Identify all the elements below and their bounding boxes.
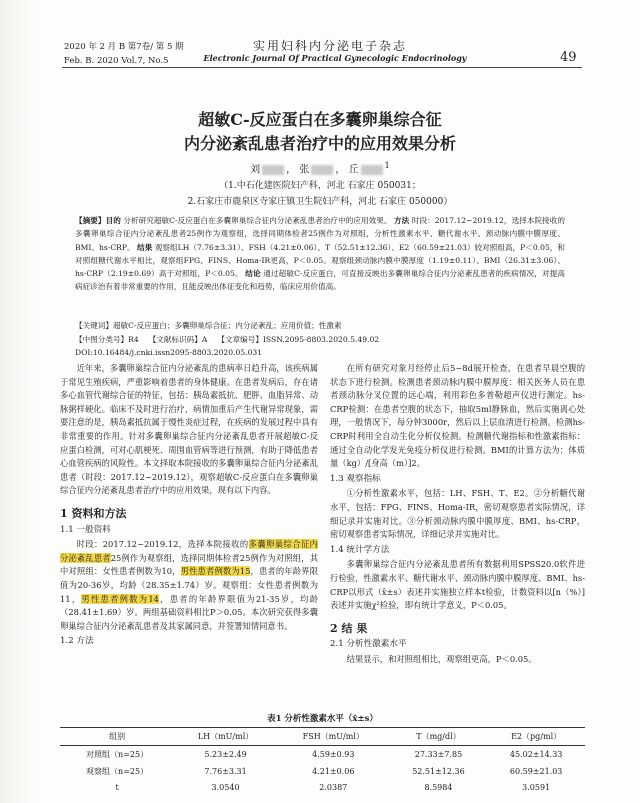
section-1-heading: 1 资料和方法 <box>60 506 127 520</box>
table-row <box>60 763 585 780</box>
redacted-name <box>361 165 383 175</box>
section-2-1-heading: 2.1 分析性激素水平 <box>330 639 407 650</box>
intro-paragraph: 近年来，多囊卵巢综合征内分泌紊乱的患病率日趋升高，该疾病属于常见生殖疾病，严重影响着患者的身体健康。在患者发病后，存在诸多心血管代谢综合征的特征，包括：胰岛素抵抗、肥胖、血脂异常、动脉粥样硬化。临床不及时进行治疗，病情加重后产生代谢异常现象，需要注意的是，胰岛素抵抗属于慢性炎症过程，在疾病的发展过程中具有非常重要的作用。针对多囊卵巢综合征内分泌紊乱患者开展超敏C-反应蛋白检测，可对心肌梗死、周围血管病等进行预测，有助于降低患者心血管疾病的风险性。本文择取本院接收的多囊卵巢综合征内分泌紊乱患者（时段：2017.12~2019.12），观察超敏C-反应蛋白在多囊卵巢综合征内分泌紊乱患者治疗中的应用效果，现有以下内容。 <box>60 363 318 496</box>
section-1-2-heading: 1.2 方法 <box>60 636 94 647</box>
article-meta <box>75 319 565 360</box>
table-cell: 对照组（n=25） <box>86 750 149 759</box>
table-cell: 2.0387 <box>319 783 348 792</box>
table-caption: 表1 分析性激素水平（x̄±s） <box>267 714 378 724</box>
author-1: 刘 <box>250 164 261 176</box>
sex-hormone-table <box>60 727 585 795</box>
author-sup: 1 <box>384 160 390 170</box>
table-cell: 4.59±0.93 <box>312 750 355 759</box>
issue-info <box>64 40 184 68</box>
table-header: LH（mU/ml） <box>197 732 254 741</box>
section-2-heading: 2 结 果 <box>330 621 368 635</box>
table-row <box>60 780 585 795</box>
table-header: E2（pg/ml） <box>511 732 562 741</box>
keywords: 【关键词】超敏C-反应蛋白；多囊卵巢综合征；内分泌紊乱；应用价值；性激素 <box>75 321 342 330</box>
clc-number: 【中图分类号】R4 <box>75 334 139 344</box>
classification-row <box>75 333 565 347</box>
general-data-paragraph: 时段：2017.12~2019.12，选择本院接收的多囊卵巢综合征内分泌紊乱患者25例作为观察组，选择同期体检者25例作为对照组，其中对照组：女性患者例数为10，男性患者例数为15，患者的年龄界限值为20-36岁，均龄（28.35±1.74）岁。观察组：女性患者例数为11，男性患者例数为14，患者的年龄界限值为21-35岁，均龄（28.41±1.69）岁。两组基础资料相比P＞0.05。本次研究获得多囊卵巢综合征内分泌紊乱患者及其家属同意，并签署知情同意书。 <box>60 539 318 631</box>
table-cell: 52.51±12.36 <box>412 767 465 776</box>
table-cell: 3.0540 <box>211 783 240 792</box>
table-header: 组别 <box>109 732 126 741</box>
table-cell: 观察组（n=25） <box>86 767 149 776</box>
highlight-3: 男性患者例数为14 <box>81 593 159 604</box>
journal-title-cn: 实用妇科内分泌电子杂志 <box>252 39 407 53</box>
methods-paragraph: 在所有研究对象月经停止后5~8d展开检查，在患者早晨空腹的状态下进行检测。检测患者颈动脉内膜中膜厚度：相关医务人员在患者颈动脉分叉位置的远心端，利用彩色多普勒超声仪进行测定。hs-CRP检测：在患者空腹的状态下，抽取5ml静脉血，然后实施离心处理，一般情况下，每分钟3000r，然后以上层血清进行检测。检测hs-CRP时利用全自动生化分析仪检测。检测糖代谢指标和性激素指标：通过全自动化学发光免疫分析仪进行检测。BMI的计算方法为：体质量（kg）/[身高（m）]2。 <box>330 363 585 469</box>
abstract-purpose: 分析研究超敏C-反应蛋白在多囊卵巢综合征内分泌紊乱患者治疗中的应用效果。 <box>123 216 392 225</box>
doi: DOI:10.16484/j.cnki.issn2095-8803.2020.05.031 <box>75 348 263 357</box>
author-2: 张 <box>299 164 310 176</box>
table-cell: 60.59±21.03 <box>509 767 563 776</box>
article-number: 【文章编号】ISSN.2095-8803.2020.5.49.02 <box>217 334 380 344</box>
section-1-1-heading: 1.1 一般资料 <box>60 524 111 535</box>
page-shadow <box>0 0 36 803</box>
document-code: 【文献标识码】A <box>148 334 208 344</box>
title-line-1: 超敏C-反应蛋白在多囊卵巢综合征 <box>198 110 442 129</box>
highlight-2: 男性患者例数为15 <box>180 566 251 577</box>
table-cell: 4.21±0.06 <box>312 767 355 776</box>
abstract <box>75 214 565 294</box>
section-1-4-heading: 1.4 统计学方法 <box>330 544 390 555</box>
body-right-column <box>330 362 585 666</box>
affiliation-2: 2.石家庄市鹿泉区寺家庄镇卫生院妇产科，河北 石家庄 050000） <box>187 197 453 207</box>
observation-paragraph: ①分析性激素水平，包括：LH、FSH、T、E2。②分析糖代谢水平，包括：FPG、FINS、Homa-IR，密切观察患者实际情况，详细记录并实施对比。③分析颈动脉内膜中膜厚度、BMI、hs-CRP，密切观察患者实际情况，详细记录并实施对比。 <box>330 488 585 540</box>
journal-title-en: Electronic Journal Of Practical Gynecologic Endocrinology <box>203 53 467 63</box>
article-title <box>110 108 530 156</box>
abstract-methods-label: 方法 <box>394 216 410 225</box>
table-header: T（mg/dl） <box>416 732 461 741</box>
table-header: FSH（mU/ml） <box>302 732 364 741</box>
abstract-label: 【摘要】目的 <box>75 216 121 225</box>
affiliation-1: （1.中石化建医院妇产科，河北 石家庄 050031； <box>219 181 421 191</box>
table-cell: 3.0591 <box>522 783 551 792</box>
table-cell: 5.23±2.49 <box>204 750 247 759</box>
table-cell: 7.76±3.31 <box>204 767 247 776</box>
author-list: 刘 ， 张 ， 丘 $^1$ <box>250 160 390 176</box>
affiliations <box>120 178 520 210</box>
table-row <box>60 746 585 764</box>
table-cell: t <box>115 783 119 792</box>
table-cell: 27.33±7.85 <box>414 750 463 759</box>
title-line-2: 内分泌紊乱患者治疗中的应用效果分析 <box>183 134 456 153</box>
abstract-conclusion: 通过超敏C-反应蛋白，可直接反映出多囊卵巢综合征内分泌紊乱患者的疾病情况，对提高病症诊治有着非常重要的作用，且能反映出体征变化和趋势，临床应用价值高。 <box>75 269 566 292</box>
issue-line-en: Feb. B. 2020 Vol.7, No.5 <box>64 56 169 66</box>
issue-line-cn: 2020 年 2 月 B 第7卷/ 第 5 期 <box>64 42 184 52</box>
highlight-1: 多囊卵巢综合征内分泌紊乱患者 <box>60 539 318 563</box>
author-3: 丘 <box>348 164 359 176</box>
statistics-paragraph: 多囊卵巢综合征内分泌紊乱患者所有数据利用SPSS20.0软件进行检验，性激素水平、糖代谢水平、颈动脉内膜中膜厚度、BMI、hs-CRP以形式（x̄±s）表述并实施独立样本t检验，计数资料以[n（%）]表述并实施χ²检验，即有统计学意义，P＜0.05。 <box>330 559 585 611</box>
header-rule <box>62 67 582 68</box>
table-cell: 8.5984 <box>424 783 453 792</box>
table-cell: 45.02±14.33 <box>509 750 563 759</box>
section-1-3-heading: 1.3 观察指标 <box>330 473 381 484</box>
results-paragraph: 结果显示，和对照组相比，观察组更高，P＜0.05。 <box>346 653 537 664</box>
abstract-conclusion-label: 结论 <box>245 269 261 279</box>
abstract-results-label: 结果 <box>137 242 153 252</box>
abstract-methods: 时段：2017.12~2019.12，选择本院接收的多囊卵巢综合征内分泌紊乱患者25例作为观察组，选择同期体检者25例作为对照组，分析性激素水平、糖代谢水平、颈动脉内膜中膜厚度、BMI、hs-CRP。 <box>75 216 566 252</box>
abstract-results: 观察组LH（7.76±3.31）、FSH（4.21±0.06）、T（52.51±12.36）、E2（60.59±21.03）较对照组高，P＜0.05，和对照组糖代谢水平相比，观察组FPG、FINS、Homa-IR更高，P＜0.05。观察组颈动脉内膜中膜厚度（1.19±0.11）、BMI（26.31±3.06）、hs-CRP（2.19±0.69）高于对照组，P＜0.05。 <box>75 242 566 279</box>
redacted-name <box>311 165 333 175</box>
page-number: 49 <box>560 50 577 65</box>
redacted-name <box>262 165 284 175</box>
body-left-column <box>60 362 318 650</box>
table-header-row <box>60 728 585 746</box>
